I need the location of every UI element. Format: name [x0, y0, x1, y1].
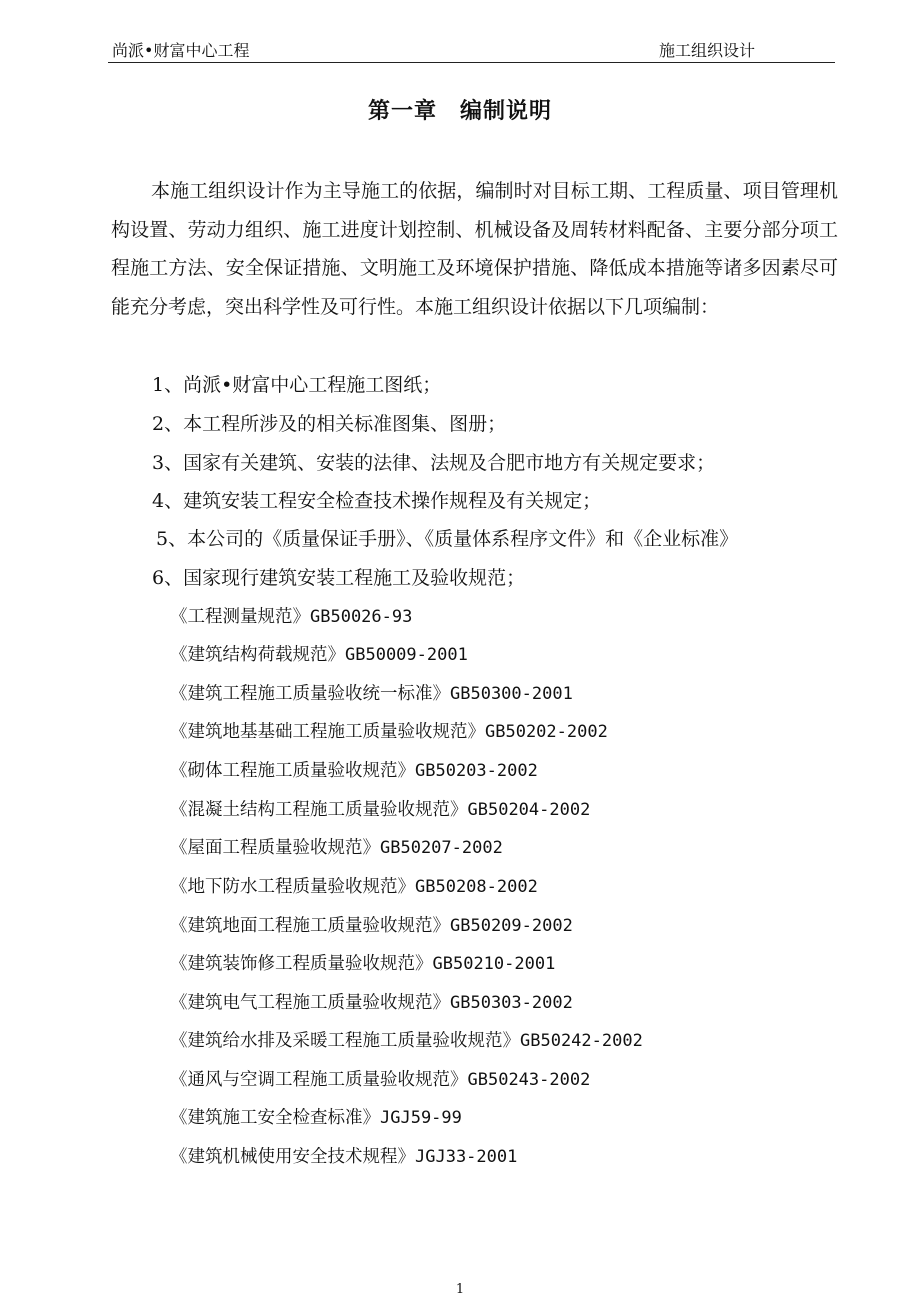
basis-item-4: 4、建筑安装工程安全检查技术操作规程及有关规定； — [152, 490, 602, 512]
standard-item: 《混凝土结构工程施工质量验收规范》GB50204-2002 — [170, 800, 591, 820]
standard-item: 《建筑机械使用安全技术规程》JGJ33-2001 — [170, 1147, 518, 1167]
basis-item-3: 3、国家有关建筑、安装的法律、法规及合肥市地方有关规定要求； — [152, 452, 716, 474]
standard-item: 《建筑工程施工质量验收统一标准》GB50300-2001 — [170, 684, 573, 704]
standard-item: 《建筑施工安全检查标准》JGJ59-99 — [170, 1108, 462, 1128]
basis-item-5: 5、本公司的《质量保证手册》、《质量体系程序文件》和《企业标准》 — [156, 528, 739, 550]
standard-item: 《建筑电气工程施工质量验收规范》GB50303-2002 — [170, 993, 573, 1013]
basis-item-1: 1、尚派•财富中心工程施工图纸； — [152, 374, 442, 396]
standard-item: 《建筑结构荷载规范》GB50009-2001 — [170, 645, 468, 665]
standard-item: 《屋面工程质量验收规范》GB50207-2002 — [170, 838, 503, 858]
standard-item: 《建筑地基基础工程施工质量验收规范》GB50202-2002 — [170, 722, 608, 742]
header-project-name: 尚派•财富中心工程 — [112, 41, 250, 60]
page-number: 1 — [455, 1282, 465, 1297]
basis-item-2: 2、本工程所涉及的相关标准图集、图册； — [152, 413, 507, 435]
standard-item: 《砌体工程施工质量验收规范》GB50203-2002 — [170, 761, 538, 781]
standard-item: 《工程测量规范》GB50026-93 — [170, 607, 413, 627]
standard-item: 《建筑装饰修工程质量验收规范》GB50210-2001 — [170, 954, 556, 974]
standard-item: 《建筑地面工程施工质量验收规范》GB50209-2002 — [170, 916, 573, 936]
intro-paragraph: 本施工组织设计作为主导施工的依据，编制时对目标工期、工程质量、项目管理机构设置、劳动力组织、施工进度计划控制、机械设备及周转材料配备、主要分部分项工程施工方法、安全保证措施、文明施工及环境保护措施、降低成本措施等诸多因素尽可能充分考虑，突出科学性及可行性。本施工组织设计依据以下几项编制： — [111, 180, 838, 318]
page-header — [108, 36, 835, 63]
standard-item: 《地下防水工程质量验收规范》GB50208-2002 — [170, 877, 538, 897]
basis-item-6: 6、国家现行建筑安装工程施工及验收规范； — [152, 567, 526, 589]
chapter-title: 第一章 编制说明 — [367, 99, 552, 124]
header-document-type: 施工组织设计 — [658, 41, 755, 60]
standard-item: 《建筑给水排及采暖工程施工质量验收规范》GB50242-2002 — [170, 1031, 643, 1051]
standard-item: 《通风与空调工程施工质量验收规范》GB50243-2002 — [170, 1070, 591, 1090]
